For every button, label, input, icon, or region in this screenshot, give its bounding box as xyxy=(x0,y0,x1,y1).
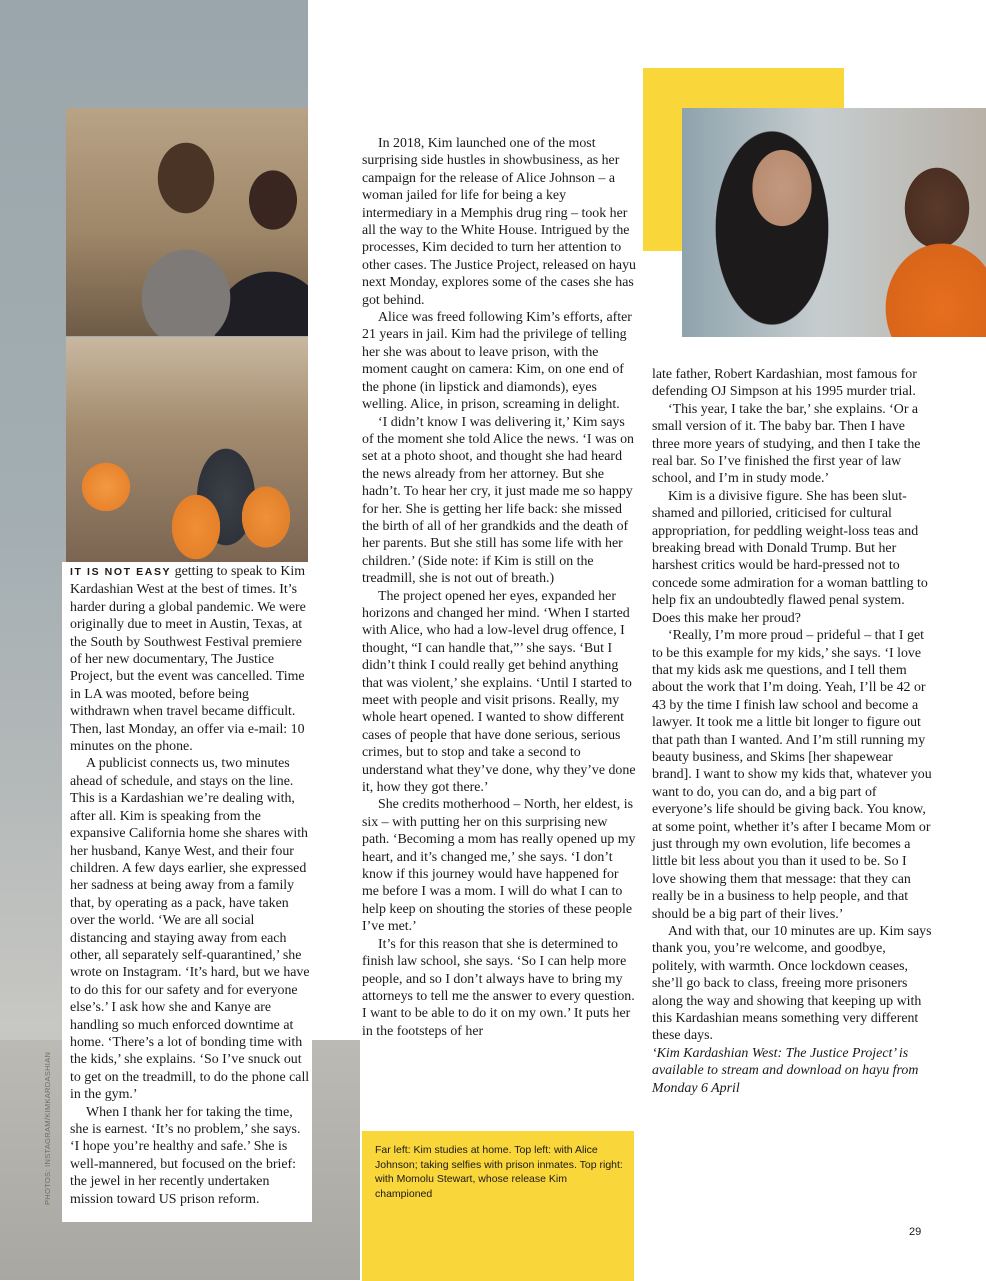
photo-caption: Far left: Kim studies at home. Top left: with Alice Johnson; taking selfies with prison inmates. Top right: with Momolu Stewart, whose release Kim championed xyxy=(375,1144,623,1200)
article-paragraph: ‘This year, I take the bar,’ she explains. ‘Or a small version of it. The baby bar. Then I have three more years of studying, and then I take the real bar. So I’ve finished the first year of law school, and I’m in study mode.’ xyxy=(652,401,921,487)
article-column-3 xyxy=(652,366,934,1097)
article-paragraph: ‘I didn’t know I was delivering it,’ Kim says of the moment she told Alice the news. ‘I was on set at a photo shoot, and thought she had heard the news already from her attorney. But she hadn’t. To hear her cry, it just made me so happy for her. She is getting her life back: she missed the birth of all of her grandkids and the death of her parents. But she still has some life with her children.’ (Side note: if Kim is still on the treadmill, she is not out of breath.) xyxy=(362,414,634,587)
page-number: 29 xyxy=(909,1226,922,1238)
article-paragraph: She credits motherhood – North, her eldest, is six – with putting her on this surprising new path. ‘Becoming a mom has really opened up my heart, and it’s changed me,’ she says. ‘I don’t know if this journey would have happened for me before I was a mom. I will do what I can to help keep on shouting the stories of these people I’ve met.’ xyxy=(362,797,636,935)
article-paragraph: A publicist connects us, two minutes ahead of schedule, and stays on the line. This is a Kardashian we’re dealing with, after all. Kim is speaking from the expansive California home she shares with her husband, Kanye West, and their four children. A few days earlier, she expressed her sadness at being away from a family that, by operating as a pack, have taken over the world. ‘We are all social distancing and staying away from each other, all separately self-quarantined,’ she wrote on Instagram. ‘It’s hard, but we have to do this for our safety and for everyone else’s.’ I ask how she and Kanye are handling so much enforced downtime at home. ‘There’s a lot of bonding time with the kids,’ she explains. ‘So I’ve snuck out to get on the treadmill, to do the phone call in the gym.’ xyxy=(70,756,310,1103)
article-paragraph: ‘Really, I’m more proud – prideful – that I get to be this example for my kids,’ she says. ‘I love that my kids ask me questions, and I tell them about the work that I’m doing. Yeah, I’ll be 42 or 43 by the time I finish law school and become a lawyer. It took me a little bit longer to figure out that path than I wanted. And I’m still running my beauty business, and Skims [her shapewear brand]. I want to show my kids that, whatever you want to do, you can do, and a big part of everyone’s life should be giving back. You know, at some point, whether it’s after I became Mom or just through my own evolution, life becomes a little bit less about you than it used to be. So I love showing them that message: that they can really be in a business to help people, and that should be a big part of their lives.’ xyxy=(652,628,932,922)
article-paragraph: IT IS NOT EASY getting to speak to Kim Kardashian West at the best of times. It’s harder during a global pandemic. We were originally due to meet in Austin, Texas, at the South by Southwest Festival premiere of her new documentary, The Justice Project, but the event was cancelled. Time in LA was mooted, before being withdrawn when travel became difficult. Then, last Monday, an offer via e-mail: 10 minutes on the phone. xyxy=(70,564,306,755)
article-paragraph: The project opened her eyes, expanded her horizons and changed her mind. ‘When I started with Alice, who had a low-level drug offence, I thought, “I can handle that,”’ she says. ‘But I didn’t think I could really get behind anything that was violent,’ she explains. ‘Until I started to meet with people and visit prisons. Really, my whole heart opened. I wanted to show different cases of people that have done serious, serious crimes, but to stop and take a second to understand what they’ve done, why they’ve done it, how they got there.’ xyxy=(362,588,636,796)
lead-in: IT IS NOT EASY xyxy=(70,566,172,578)
photo-prison-selfies xyxy=(66,337,308,562)
photo-credit: PHOTOS: INSTAGRAM/KIMKARDASHIAN xyxy=(43,1051,52,1205)
broadcast-plug: ‘Kim Kardashian West: The Justice Project’ is available to stream and download on hayu from Monday 6 April xyxy=(652,1045,919,1096)
photo-momolu-stewart xyxy=(682,108,986,337)
article-column-2 xyxy=(362,135,637,1040)
article-paragraph: When I thank her for taking the time, she is earnest. ‘It’s no problem,’ she says. ‘I hope you’re healthy and safe.’ She is well-mannered, but focused on the brief: the jewel in her recently undertaken mission toward US prison reform. xyxy=(70,1104,301,1207)
article-paragraph: It’s for this reason that she is determined to finish law school, she says. ‘So I can help more people, and so I don’t always have to bring my attorneys to tell me the answer to every question. I want to be able to do it on my own.’ It puts her in the footsteps of her xyxy=(362,936,635,1039)
article-paragraph: Alice was freed following Kim’s efforts, after 21 years in jail. Kim had the privilege of telling her she was about to leave prison, with the moment caught on camera: Kim, on one end of the phone (in lipstick and diamonds), eyes welling. Alice, in prison, screaming in delight. xyxy=(362,310,632,413)
article-paragraph: And with that, our 10 minutes are up. Kim says thank you, you’re welcome, and goodbye, politely, with warmth. Once lockdown ceases, she’ll go back to class, freeing more prisoners along the way and showing that keeping up with this Kardashian means something very different these days. xyxy=(652,924,932,1044)
article-column-1 xyxy=(70,563,310,1208)
article-paragraph: late father, Robert Kardashian, most famous for defending OJ Simpson at his 1995 murder trial. xyxy=(652,367,917,400)
photo-alice-johnson xyxy=(66,108,308,336)
article-paragraph: In 2018, Kim launched one of the most surprising side hustles in showbusiness, as her campaign for the release of Alice Johnson – a woman jailed for life for being a key intermediary in a Memphis drug ring – took her all the way to the White House. Intrigued by the processes, Kim decided to turn her attention to other cases. The Justice Project, released on hayu next Monday, explores some of the cases she has got behind. xyxy=(362,136,636,308)
article-paragraph: Kim is a divisive figure. She has been slut-shamed and pilloried, criticised for cultural appropriation, for peddling weight-loss teas and breaking bread with Donald Trump. But her harshest critics would be hard-pressed not to concede some admiration for a woman battling to help fix an undoubtedly flawed penal system. Does this make her proud? xyxy=(652,488,928,626)
